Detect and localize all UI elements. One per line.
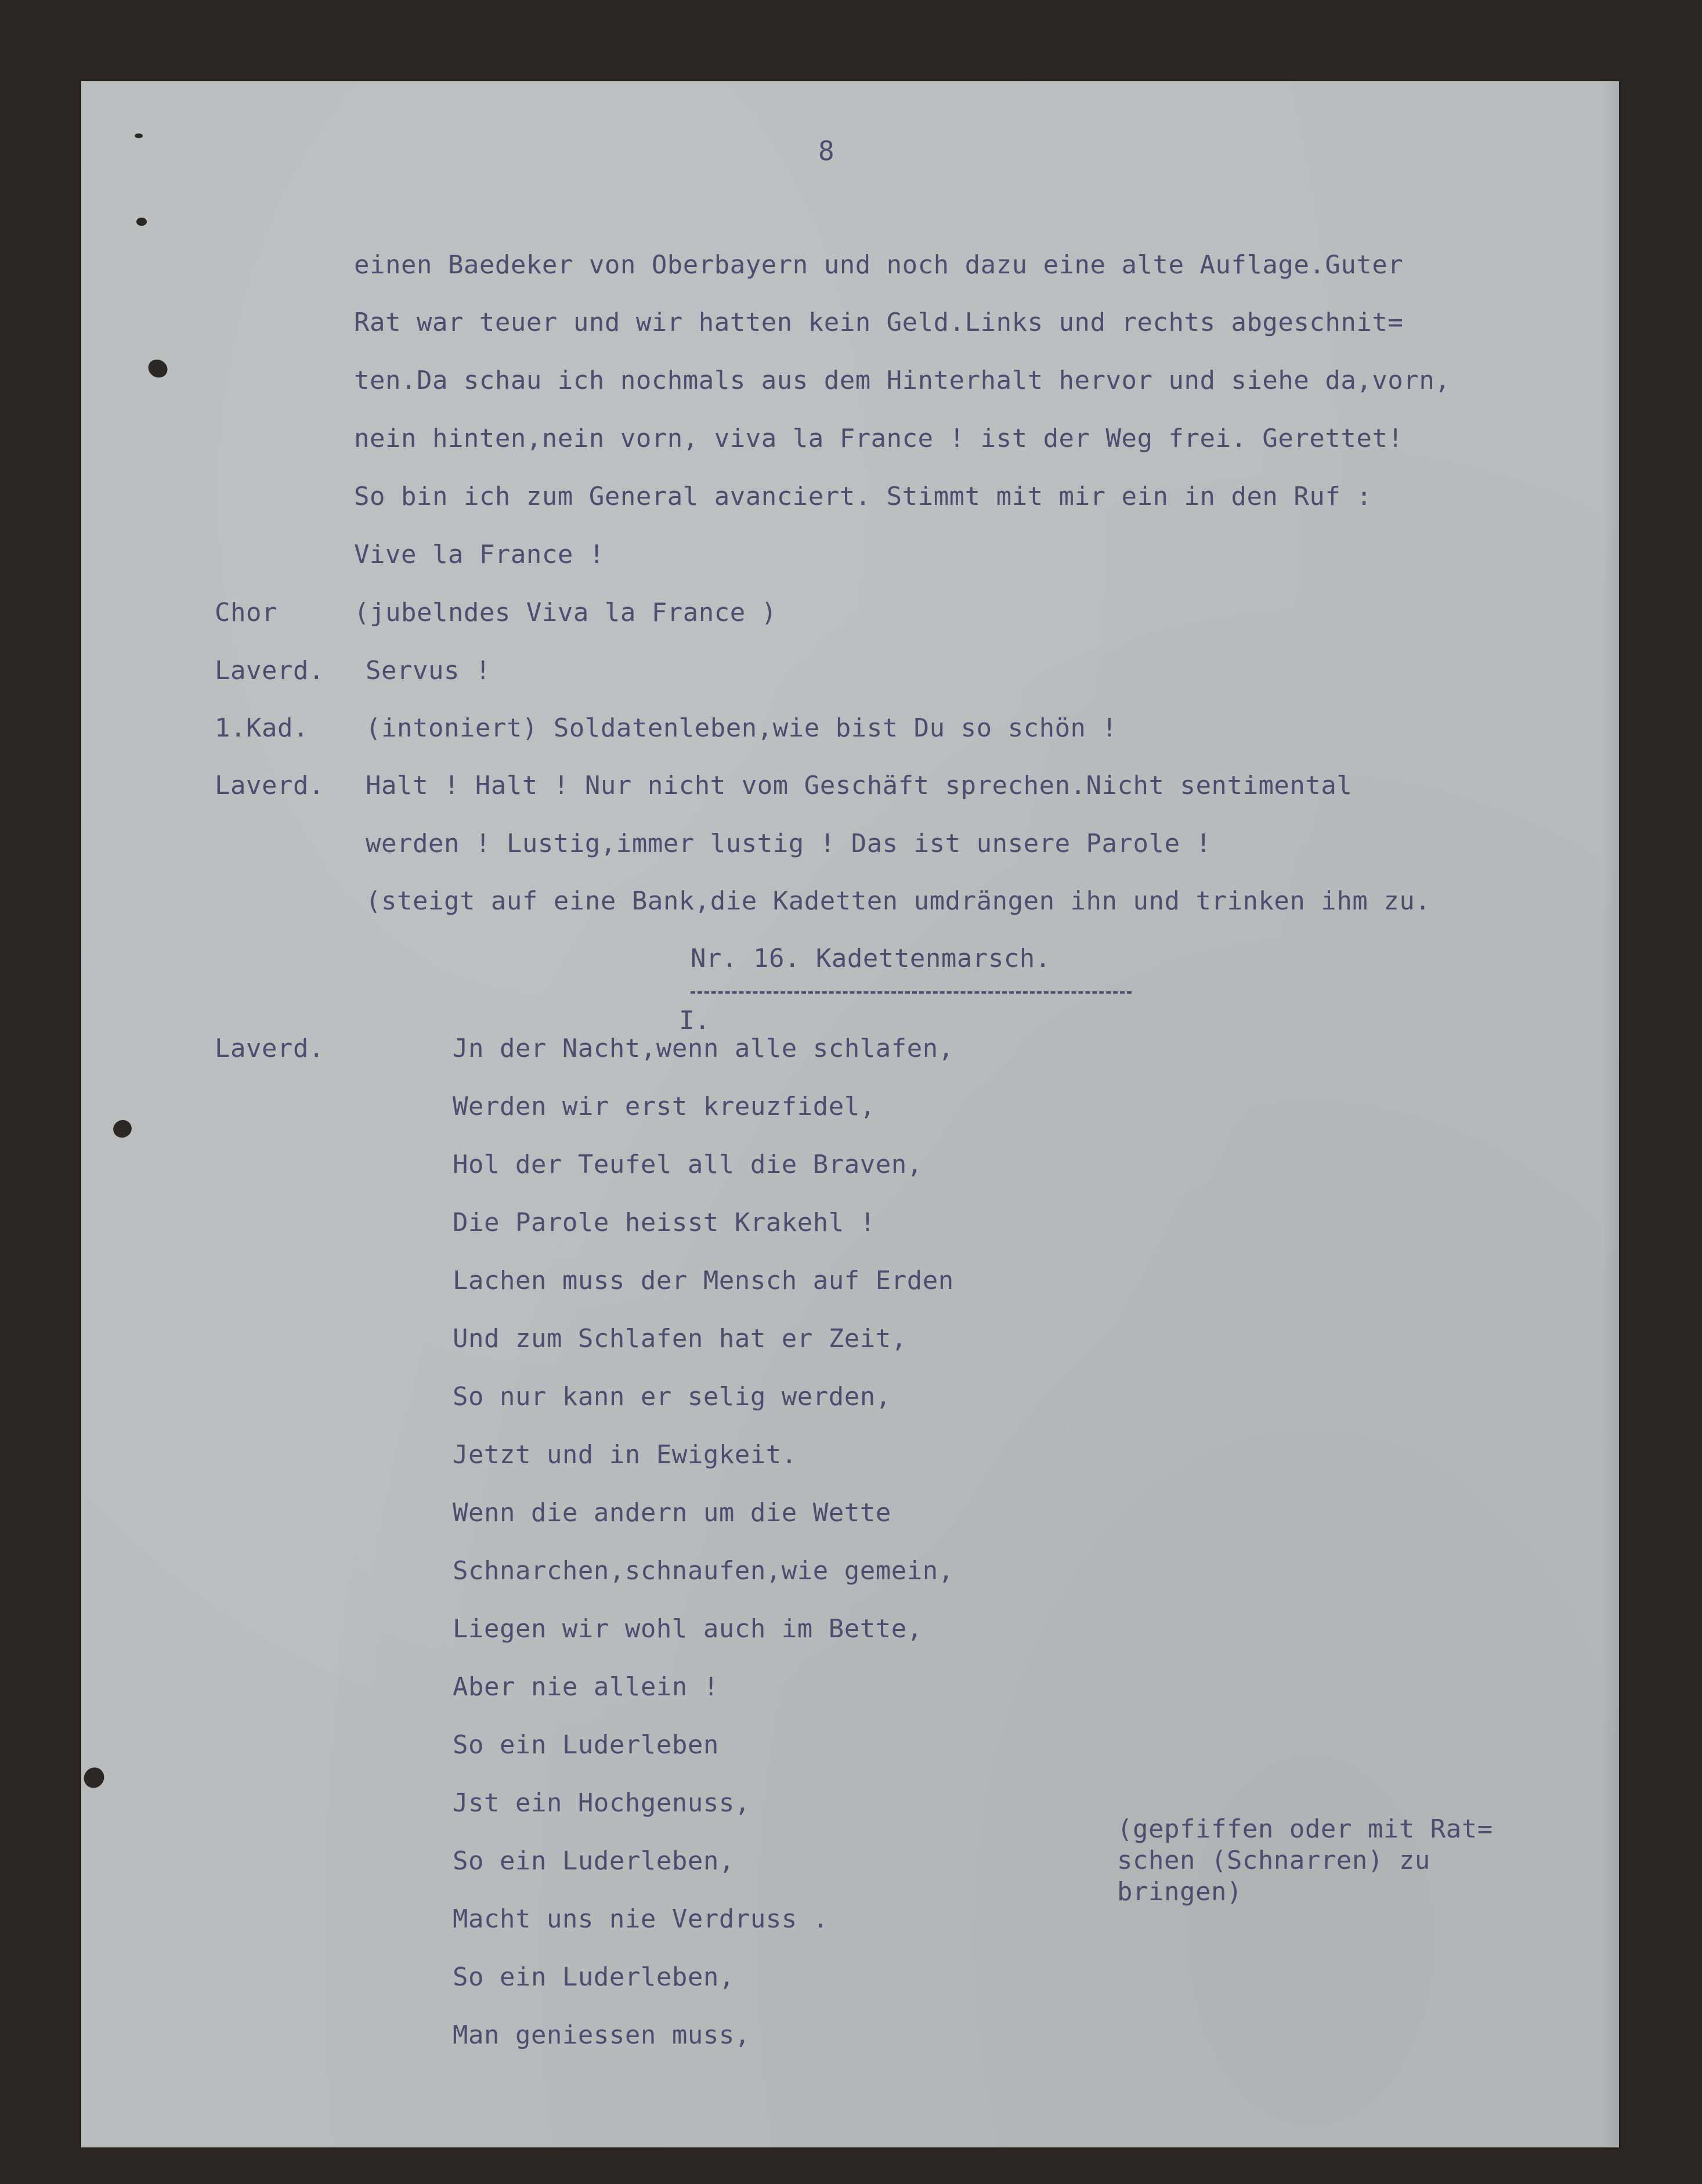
song-line: Wenn die andern um die Wette: [453, 1498, 891, 1528]
speaker-laverd-1: Laverd.: [215, 656, 324, 685]
song-line: So nur kann er selig werden,: [453, 1382, 891, 1412]
continuation-line-1: werden ! Lustig,immer lustig ! Das ist unsere Parole !: [366, 829, 1212, 858]
punch-hole-1: [145, 356, 171, 381]
song-line: Man geniessen muss,: [453, 2020, 750, 2050]
song-line: Liegen wir wohl auch im Bette,: [453, 1614, 923, 1644]
song-line: Lachen muss der Mensch auf Erden: [453, 1266, 954, 1295]
speaker-chor: Chor: [215, 598, 277, 627]
dialogue-laverd-2: Halt ! Halt ! Nur nicht vom Geschäft sprechen.Nicht sentimental: [366, 771, 1353, 800]
song-line: Die Parole heisst Krakehl !: [453, 1208, 876, 1237]
speaker-1-kad: 1.Kad.: [215, 713, 309, 743]
song-line: Jst ein Hochgenuss,: [453, 1788, 750, 1818]
prose-line-6: Vive la France !: [354, 540, 605, 569]
song-line: Und zum Schlafen hat er Zeit,: [453, 1324, 907, 1353]
prose-line-2: Rat war teuer und wir hatten kein Geld.Links und rechts abgeschnit=: [354, 308, 1404, 337]
song-line: So ein Luderleben: [453, 1730, 719, 1760]
tear-mark-top: [136, 218, 147, 226]
side-note-line: (gepfiffen oder mit Rat=: [1117, 1814, 1493, 1844]
song-line: Jetzt und in Ewigkeit.: [453, 1440, 797, 1470]
page-number: 8: [818, 135, 835, 167]
song-line: Hol der Teufel all die Braven,: [453, 1150, 923, 1179]
song-line: Macht uns nie Verdruss .: [453, 1904, 829, 1934]
prose-line-5: So bin ich zum General avanciert. Stimmt mit mir ein in den Ruf :: [354, 482, 1372, 511]
song-line: So ein Luderleben,: [453, 1962, 735, 1992]
typewritten-page: [81, 81, 1619, 2147]
song-line: Aber nie allein !: [453, 1672, 719, 1702]
song-line: Schnarchen,schnaufen,wie gemein,: [453, 1556, 954, 1586]
side-note-line: schen (Schnarren) zu: [1117, 1846, 1430, 1875]
prose-line-4: nein hinten,nein vorn, viva la France ! ist der Weg frei. Gerettet!: [354, 424, 1404, 453]
tear-mark-top-2: [135, 133, 143, 138]
paper-edge-shade: [1602, 81, 1619, 2147]
prose-line-3: ten.Da schau ich nochmals aus dem Hinterhalt hervor und siehe da,vorn,: [354, 366, 1451, 395]
punch-hole-3: [80, 1763, 108, 1792]
prose-line-1: einen Baedeker von Oberbayern und noch dazu eine alte Auflage.Guter: [354, 250, 1404, 280]
song-line: Jn der Nacht,wenn alle schlafen,: [453, 1034, 954, 1063]
dialogue-1-kad: (intoniert) Soldatenleben,wie bist Du so schön !: [366, 713, 1118, 743]
side-note-line: bringen): [1117, 1877, 1242, 1907]
song-line: So ein Luderleben,: [453, 1846, 735, 1876]
speaker-laverd-2: Laverd.: [215, 771, 324, 800]
song-title-underline: [691, 991, 1132, 994]
continuation-line-2: (steigt auf eine Bank,die Kadetten umdrängen ihn und trinken ihm zu.: [366, 886, 1431, 916]
song-speaker: Laverd.: [215, 1034, 324, 1063]
song-title: Nr. 16. Kadettenmarsch.: [691, 944, 1051, 973]
song-line: Werden wir erst kreuzfidel,: [453, 1092, 876, 1121]
verse-number: I.: [679, 1006, 710, 1035]
side-stage-note: [1117, 1814, 1493, 1908]
dialogue-laverd-1: Servus !: [366, 656, 491, 685]
dialogue-chor: (jubelndes Viva la France ): [354, 598, 777, 627]
punch-hole-2: [111, 1117, 134, 1140]
